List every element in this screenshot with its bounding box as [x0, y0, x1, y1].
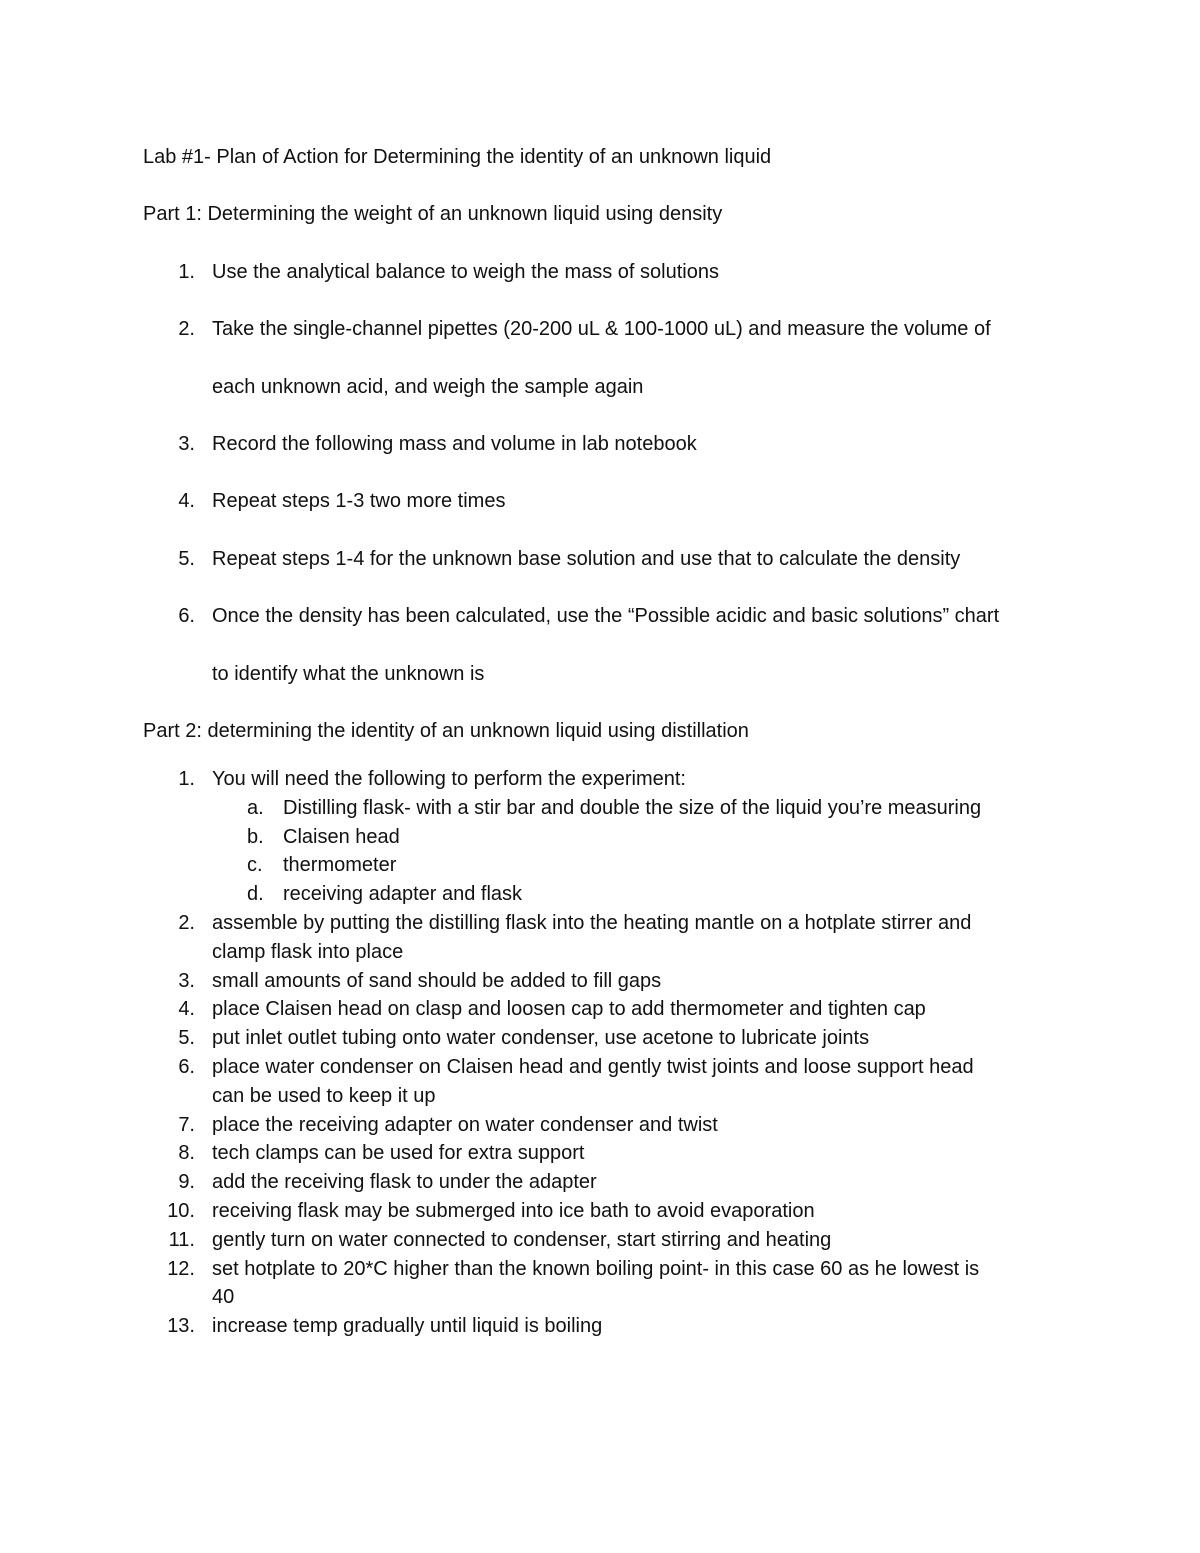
part2-step-text: place the receiving adapter on water condenser and twist: [212, 1114, 718, 1136]
part1-step-text-continued: to identify what the unknown is: [212, 663, 485, 685]
part1-step-number: 3.: [178, 433, 195, 455]
part2-step-text: set hotplate to 20*C higher than the known boiling point- in this case 60 as he lowest is: [212, 1258, 980, 1280]
part1-step-text: Repeat steps 1-4 for the unknown base solution and use that to calculate the density: [212, 548, 961, 570]
part2-step-text: add the receiving flask to under the adapter: [212, 1171, 597, 1193]
part2-step-text-continued: clamp flask into place: [212, 941, 404, 963]
sub-item-text: receiving adapter and flask: [283, 883, 523, 905]
part1-step-text: Repeat steps 1-3 two more times: [212, 490, 506, 512]
part2-step-number: 13.: [167, 1315, 195, 1337]
part2-step-number: 9.: [178, 1171, 195, 1193]
part1-step-text-continued: each unknown acid, and weigh the sample again: [212, 376, 644, 398]
sub-item-letter: b.: [247, 826, 264, 848]
part2-step-number: 11.: [168, 1229, 195, 1251]
part2-step-text: receiving flask may be submerged into ice bath to avoid evaporation: [212, 1200, 815, 1222]
part1-heading: Part 1: Determining the weight of an unknown liquid using density: [143, 203, 723, 225]
part2-step-text: small amounts of sand should be added to fill gaps: [212, 970, 662, 992]
part1-step-number: 1.: [178, 261, 195, 283]
sub-item-text: Claisen head: [283, 826, 400, 848]
part1-step-number: 6.: [178, 605, 195, 627]
part1-step-text: Take the single-channel pipettes (20-200 uL & 100-1000 uL) and measure the volume of: [212, 318, 991, 340]
part2-step-text: place water condenser on Claisen head and gently twist joints and loose support head: [212, 1056, 974, 1078]
sub-item-letter: c.: [247, 854, 263, 876]
part2-step-number: 10.: [167, 1200, 195, 1222]
part2-step-number: 5.: [178, 1027, 195, 1049]
sub-item-letter: a.: [247, 797, 264, 819]
sub-item-letter: d.: [247, 883, 264, 905]
part2-step-number: 4.: [178, 998, 195, 1020]
part1-step-number: 5.: [178, 548, 195, 570]
part2-step-number: 3.: [178, 970, 195, 992]
part2-step-number: 8.: [178, 1142, 195, 1164]
sub-item-text: thermometer: [283, 854, 397, 876]
part2-step-text-continued: can be used to keep it up: [212, 1085, 436, 1107]
part1-step-text: Once the density has been calculated, use the “Possible acidic and basic solutions” chart: [212, 605, 1000, 627]
part2-step-text: place Claisen head on clasp and loosen cap to add thermometer and tighten cap: [212, 998, 926, 1020]
part2-step-text: gently turn on water connected to condenser, start stirring and heating: [212, 1229, 832, 1251]
part2-step-number: 7.: [178, 1114, 195, 1136]
sub-item-text: Distilling flask- with a stir bar and double the size of the liquid you’re measuring: [283, 797, 982, 819]
part2-step-text: increase temp gradually until liquid is boiling: [212, 1315, 603, 1337]
part2-step-text: You will need the following to perform the experiment:: [212, 768, 686, 790]
part2-step-text: assemble by putting the distilling flask into the heating mantle on a hotplate stirrer and: [212, 912, 972, 934]
part2-step-number: 1.: [178, 768, 195, 790]
part1-step-text: Record the following mass and volume in lab notebook: [212, 433, 697, 455]
part1-step-number: 4.: [178, 490, 195, 512]
part2-step-text: tech clamps can be used for extra support: [212, 1142, 585, 1164]
part2-step-text-continued: 40: [212, 1286, 235, 1308]
part1-step-text: Use the analytical balance to weigh the mass of solutions: [212, 261, 719, 283]
part2-step-text: put inlet outlet tubing onto water condenser, use acetone to lubricate joints: [212, 1027, 870, 1049]
part2-step-number: 12.: [167, 1258, 195, 1280]
part1-step-number: 2.: [178, 318, 195, 340]
document-title: Lab #1- Plan of Action for Determining the identity of an unknown liquid: [143, 146, 772, 168]
part2-heading: Part 2: determining the identity of an unknown liquid using distillation: [143, 720, 749, 742]
part2-step-number: 6.: [178, 1056, 195, 1078]
part2-step-number: 2.: [178, 912, 195, 934]
